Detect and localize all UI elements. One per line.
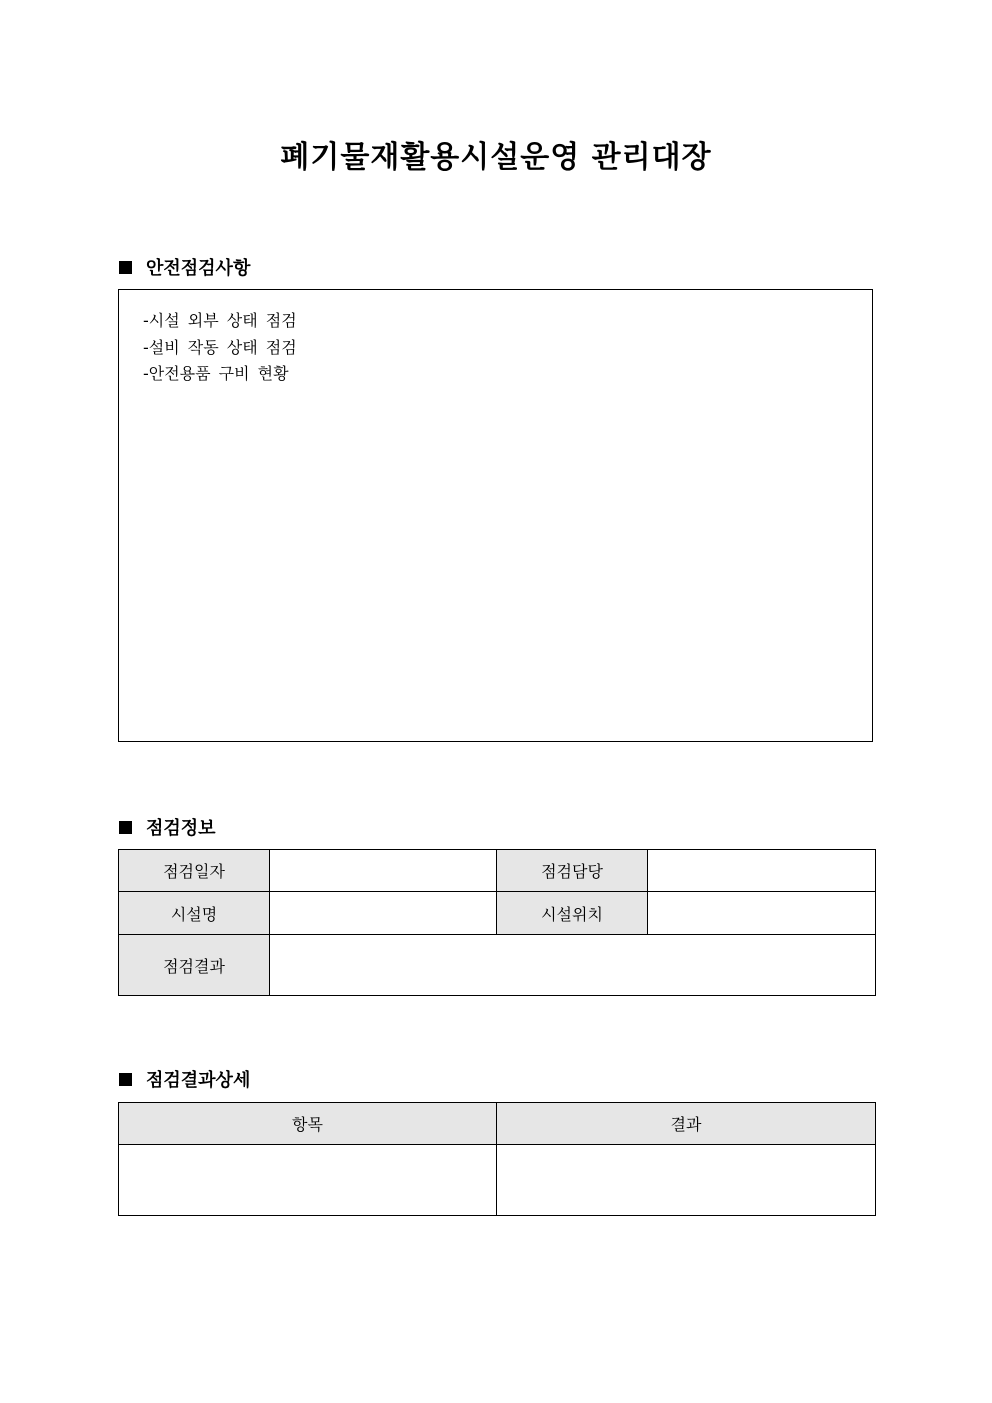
table-row	[119, 850, 876, 892]
checklist-item: -안전용품 구비 현황	[143, 364, 289, 383]
square-bullet-icon	[119, 1073, 132, 1086]
inspection-info-table	[118, 849, 876, 996]
inspection-result-field[interactable]	[270, 935, 876, 996]
inspection-manager-field[interactable]	[648, 850, 876, 892]
section-heading-label: 안전점검사항	[146, 258, 251, 279]
section-heading-label: 점검정보	[146, 818, 216, 839]
table-row	[119, 935, 876, 996]
inspection-date-field[interactable]	[270, 850, 497, 892]
section-heading-label: 점검결과상세	[146, 1070, 251, 1091]
square-bullet-icon	[119, 821, 132, 834]
facility-name-label: 시설명	[119, 892, 270, 935]
section-heading-details	[119, 1066, 250, 1092]
inspection-manager-label: 점검담당	[497, 850, 648, 892]
table-row	[119, 1145, 876, 1216]
result-details-table	[118, 1102, 876, 1216]
page-title: 폐기물재활용시설운영 관리대장	[280, 140, 712, 175]
checklist-item: -설비 작동 상태 점검	[143, 337, 297, 357]
facility-name-field[interactable]	[270, 892, 497, 935]
safety-checklist-box	[118, 289, 873, 742]
detail-result-cell[interactable]	[497, 1145, 876, 1216]
section-heading-safety	[119, 254, 250, 280]
column-header-item: 항목	[119, 1103, 497, 1145]
inspection-result-label: 점검결과	[119, 935, 270, 996]
section-heading-info	[119, 814, 216, 840]
inspection-date-label: 점검일자	[119, 850, 270, 892]
column-header-result: 결과	[497, 1103, 876, 1145]
detail-item-cell[interactable]	[119, 1145, 497, 1216]
table-header-row	[119, 1103, 876, 1145]
facility-location-field[interactable]	[648, 892, 876, 935]
checklist-item: -시설 외부 상태 점검	[143, 311, 297, 330]
table-row	[119, 892, 876, 935]
square-bullet-icon	[119, 261, 132, 274]
facility-location-label: 시설위치	[497, 892, 648, 935]
